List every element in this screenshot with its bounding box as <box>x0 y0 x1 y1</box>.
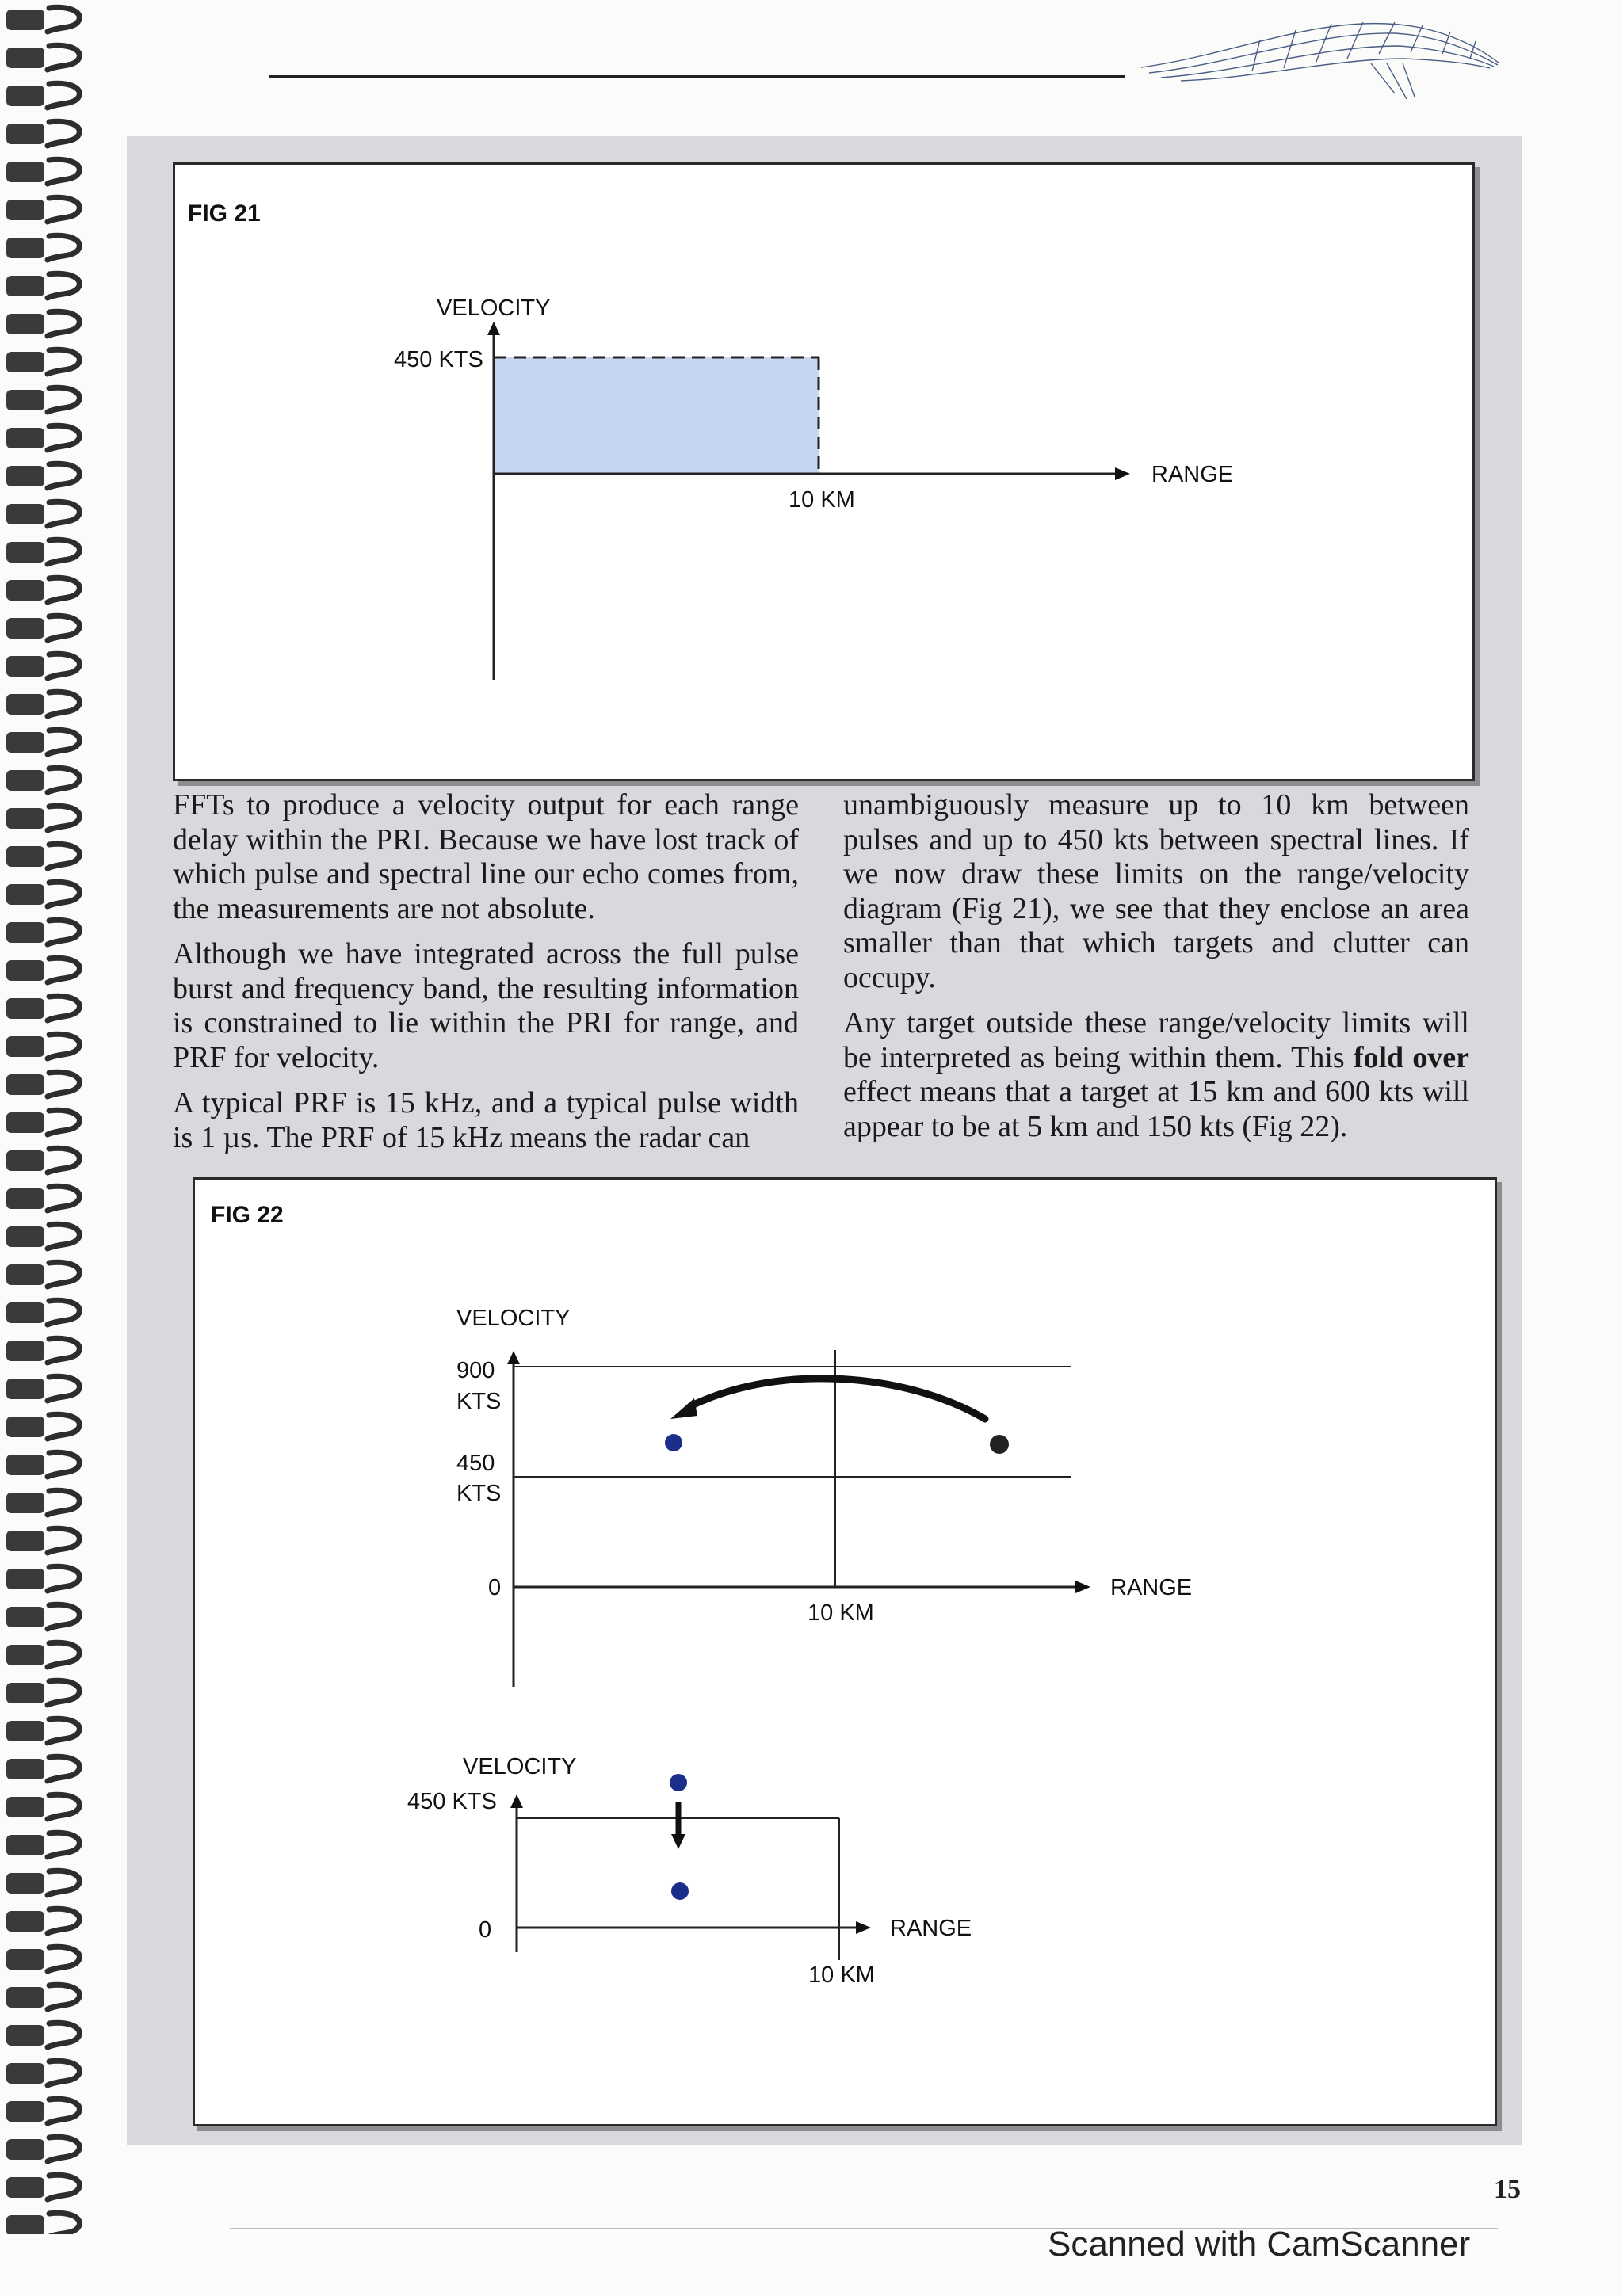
binding-hole <box>6 998 44 1019</box>
binding-hole <box>6 1759 44 1779</box>
binding-ring <box>48 502 79 526</box>
binding-ring <box>48 1262 79 1287</box>
header-rule <box>269 75 1125 78</box>
binding-ring <box>48 7 79 32</box>
binding-hole <box>6 1264 44 1285</box>
binding-hole <box>6 732 44 753</box>
upper-range-axis-label: RANGE <box>1110 1575 1193 1600</box>
paragraph: Although we have integrated across the full pulse burst and frequency band, the resulting information is constrained to lie within the PRI for range, and PRF for velocity. <box>173 937 799 1074</box>
binding-hole <box>6 1417 44 1437</box>
upper-tick-900-unit: KTS <box>456 1389 502 1414</box>
binding-ring <box>48 768 79 792</box>
binding-ring <box>48 1718 79 1743</box>
binding-hole <box>6 1911 44 1932</box>
upper-velocity-axis-label: VELOCITY <box>456 1306 571 1331</box>
binding-ring <box>48 311 79 336</box>
binding-hole <box>6 1721 44 1741</box>
binding-ring <box>48 1224 79 1249</box>
binding-hole <box>6 1112 44 1133</box>
binding-ring <box>48 45 79 70</box>
binding-ring <box>48 1833 79 1857</box>
binding-ring <box>48 1985 79 2009</box>
binding-ring <box>48 1034 79 1058</box>
figure-21-diagram <box>175 165 1472 779</box>
binding-ring <box>48 463 79 488</box>
binding-hole <box>6 2025 44 2046</box>
upper-tick-900: 900 <box>456 1358 495 1383</box>
upper-tick-450: 450 <box>456 1451 495 1476</box>
binding-ring <box>48 1490 79 1515</box>
binding-hole <box>6 580 44 601</box>
binding-ring <box>48 616 79 640</box>
binding-ring <box>48 425 79 450</box>
fold-over-arrowhead-icon <box>670 1398 697 1419</box>
target-dot-after <box>671 1882 689 1900</box>
binding-ring <box>48 730 79 754</box>
binding-hole <box>6 1645 44 1665</box>
binding-hole <box>6 656 44 677</box>
binding-hole <box>6 1835 44 1855</box>
binding-ring <box>48 2099 79 2123</box>
binding-ring <box>48 1528 79 1553</box>
upper-tick-10km: 10 KM <box>808 1600 874 1626</box>
paragraph-text: Any target outside these range/velocity limits will be interpreted as being within them. This <box>843 1006 1469 1074</box>
binding-hole <box>6 1341 44 1361</box>
binding-ring <box>48 1871 79 1895</box>
binding-ring <box>48 1909 79 1933</box>
lower-tick-0: 0 <box>479 1917 492 1943</box>
upper-tick-450-unit: KTS <box>456 1481 502 1506</box>
binding-hole <box>6 352 44 372</box>
paragraph-text: effect means that a target at 15 km and 600 kts will appear to be at 5 km and 150 kts (Fig 22). <box>843 1075 1469 1143</box>
binding-hole <box>6 48 44 68</box>
binding-hole <box>6 1302 44 1323</box>
true-target-dot <box>990 1435 1009 1454</box>
fold-down-arrowhead-icon <box>671 1834 685 1849</box>
spiral-binding <box>0 0 119 2234</box>
target-dot-before <box>670 1774 687 1791</box>
binding-ring <box>48 2213 79 2234</box>
binding-hole <box>6 922 44 943</box>
binding-hole <box>6 694 44 715</box>
binding-hole <box>6 428 44 448</box>
lower-velocity-axis-label: VELOCITY <box>463 1754 577 1779</box>
paragraph: unambiguously measure up to 10 km between pulses and up to 450 kts between spectral lines. If we now draw these limits on the range/velocity diagram (Fig 21), we see that they enclose an area smaller than that which targets and clutter can occupy. <box>843 788 1469 994</box>
binding-ring <box>48 996 79 1020</box>
binding-hole <box>6 276 44 296</box>
binding-hole <box>6 884 44 905</box>
paragraph <box>843 1006 1469 1144</box>
binding-hole <box>6 162 44 182</box>
binding-hole <box>6 1607 44 1627</box>
binding-ring <box>48 121 79 146</box>
binding-ring <box>48 2137 79 2161</box>
page-number: 15 <box>1494 2175 1521 2204</box>
ambiguity-region <box>494 357 819 474</box>
binding-hole <box>6 10 44 30</box>
fold-over-term: fold over <box>1353 1040 1470 1074</box>
binding-hole <box>6 86 44 106</box>
binding-hole <box>6 618 44 639</box>
binding-ring <box>48 1148 79 1173</box>
binding-ring <box>48 387 79 412</box>
figure-21-label: FIG 21 <box>188 200 261 227</box>
binding-ring <box>48 540 79 564</box>
binding-hole <box>6 960 44 981</box>
binding-ring <box>48 235 79 260</box>
figure-22 <box>193 1177 1497 2126</box>
binding-hole <box>6 1379 44 1399</box>
binding-ring <box>48 1566 79 1591</box>
binding-hole <box>6 1873 44 1894</box>
binding-hole <box>6 1036 44 1057</box>
velocity-tick-450: 450 KTS <box>394 347 483 372</box>
paragraph: A typical PRF is 15 kHz, and a typical pulse width is 1 µs. The PRF of 15 kHz means the radar can <box>173 1086 799 1154</box>
binding-ring <box>48 692 79 716</box>
binding-ring <box>48 882 79 906</box>
lower-tick-10km: 10 KM <box>808 1962 875 1988</box>
binding-ring <box>48 2175 79 2199</box>
fold-over-arc <box>690 1379 985 1419</box>
binding-ring <box>48 2023 79 2047</box>
binding-hole <box>6 466 44 486</box>
binding-hole <box>6 1949 44 1970</box>
figure-21 <box>173 162 1475 781</box>
binding-hole <box>6 2215 44 2234</box>
binding-hole <box>6 2177 44 2198</box>
text-column-right <box>843 788 1469 1155</box>
binding-hole <box>6 238 44 258</box>
figure-22-diagram <box>195 1180 1495 2124</box>
range-axis-label: RANGE <box>1151 462 1234 487</box>
binding-ring <box>48 1414 79 1439</box>
binding-hole <box>6 504 44 524</box>
lower-range-arrow-icon <box>856 1921 871 1934</box>
binding-ring <box>48 1680 79 1705</box>
upper-tick-0: 0 <box>488 1575 502 1600</box>
binding-hole <box>6 542 44 563</box>
binding-hole <box>6 1569 44 1589</box>
velocity-arrow-icon <box>487 322 500 335</box>
binding-ring <box>48 1794 79 1819</box>
body-text <box>173 788 1472 1169</box>
figure-22-label: FIG 22 <box>211 1202 284 1228</box>
binding-ring <box>48 578 79 602</box>
binding-ring <box>48 1338 79 1363</box>
binding-hole <box>6 2139 44 2160</box>
binding-ring <box>48 958 79 982</box>
velocity-axis-label: VELOCITY <box>437 296 551 321</box>
binding-ring <box>48 197 79 222</box>
binding-hole <box>6 390 44 410</box>
binding-hole <box>6 1987 44 2008</box>
binding-hole <box>6 1797 44 1817</box>
binding-hole <box>6 1226 44 1247</box>
binding-ring <box>48 273 79 298</box>
header-mesh-logo <box>1133 8 1506 103</box>
binding-ring <box>48 1604 79 1629</box>
range-tick-10km: 10 KM <box>789 487 855 513</box>
binding-hole <box>6 1493 44 1513</box>
binding-ring <box>48 1186 79 1211</box>
binding-hole <box>6 808 44 829</box>
binding-ring <box>48 1642 79 1667</box>
binding-ring <box>48 1300 79 1325</box>
binding-hole <box>6 770 44 791</box>
binding-ring <box>48 1376 79 1401</box>
binding-hole <box>6 124 44 144</box>
binding-ring <box>48 2061 79 2085</box>
binding-hole <box>6 1188 44 1209</box>
lower-velocity-arrow-icon <box>510 1794 523 1808</box>
range-arrow-icon <box>1115 467 1130 480</box>
upper-velocity-arrow-icon <box>507 1351 520 1364</box>
lower-tick-450: 450 KTS <box>407 1789 497 1814</box>
binding-ring <box>48 349 79 374</box>
binding-ring <box>48 806 79 830</box>
text-column-left <box>173 788 799 1166</box>
binding-hole <box>6 200 44 220</box>
binding-ring <box>48 1110 79 1135</box>
scanner-watermark: Scanned with CamScanner <box>1048 2225 1471 2264</box>
binding-hole <box>6 2063 44 2084</box>
binding-ring <box>48 844 79 868</box>
binding-hole <box>6 1150 44 1171</box>
binding-ring <box>48 1947 79 1971</box>
folded-target-dot <box>665 1434 682 1451</box>
binding-hole <box>6 846 44 867</box>
binding-hole <box>6 1455 44 1475</box>
upper-range-arrow-icon <box>1075 1581 1090 1593</box>
binding-ring <box>48 83 79 108</box>
lower-range-axis-label: RANGE <box>890 1916 972 1941</box>
binding-ring <box>48 1756 79 1781</box>
binding-ring <box>48 159 79 184</box>
binding-ring <box>48 920 79 944</box>
binding-hole <box>6 1074 44 1095</box>
binding-hole <box>6 2101 44 2122</box>
paragraph: FFTs to produce a velocity output for each range delay within the PRI. Because we have lost track of which pulse and spectral line our echo comes from, the measurements are not absolute. <box>173 788 799 925</box>
binding-hole <box>6 314 44 334</box>
binding-ring <box>48 654 79 678</box>
binding-hole <box>6 1531 44 1551</box>
binding-ring <box>48 1452 79 1477</box>
binding-ring <box>48 1072 79 1097</box>
binding-hole <box>6 1683 44 1703</box>
